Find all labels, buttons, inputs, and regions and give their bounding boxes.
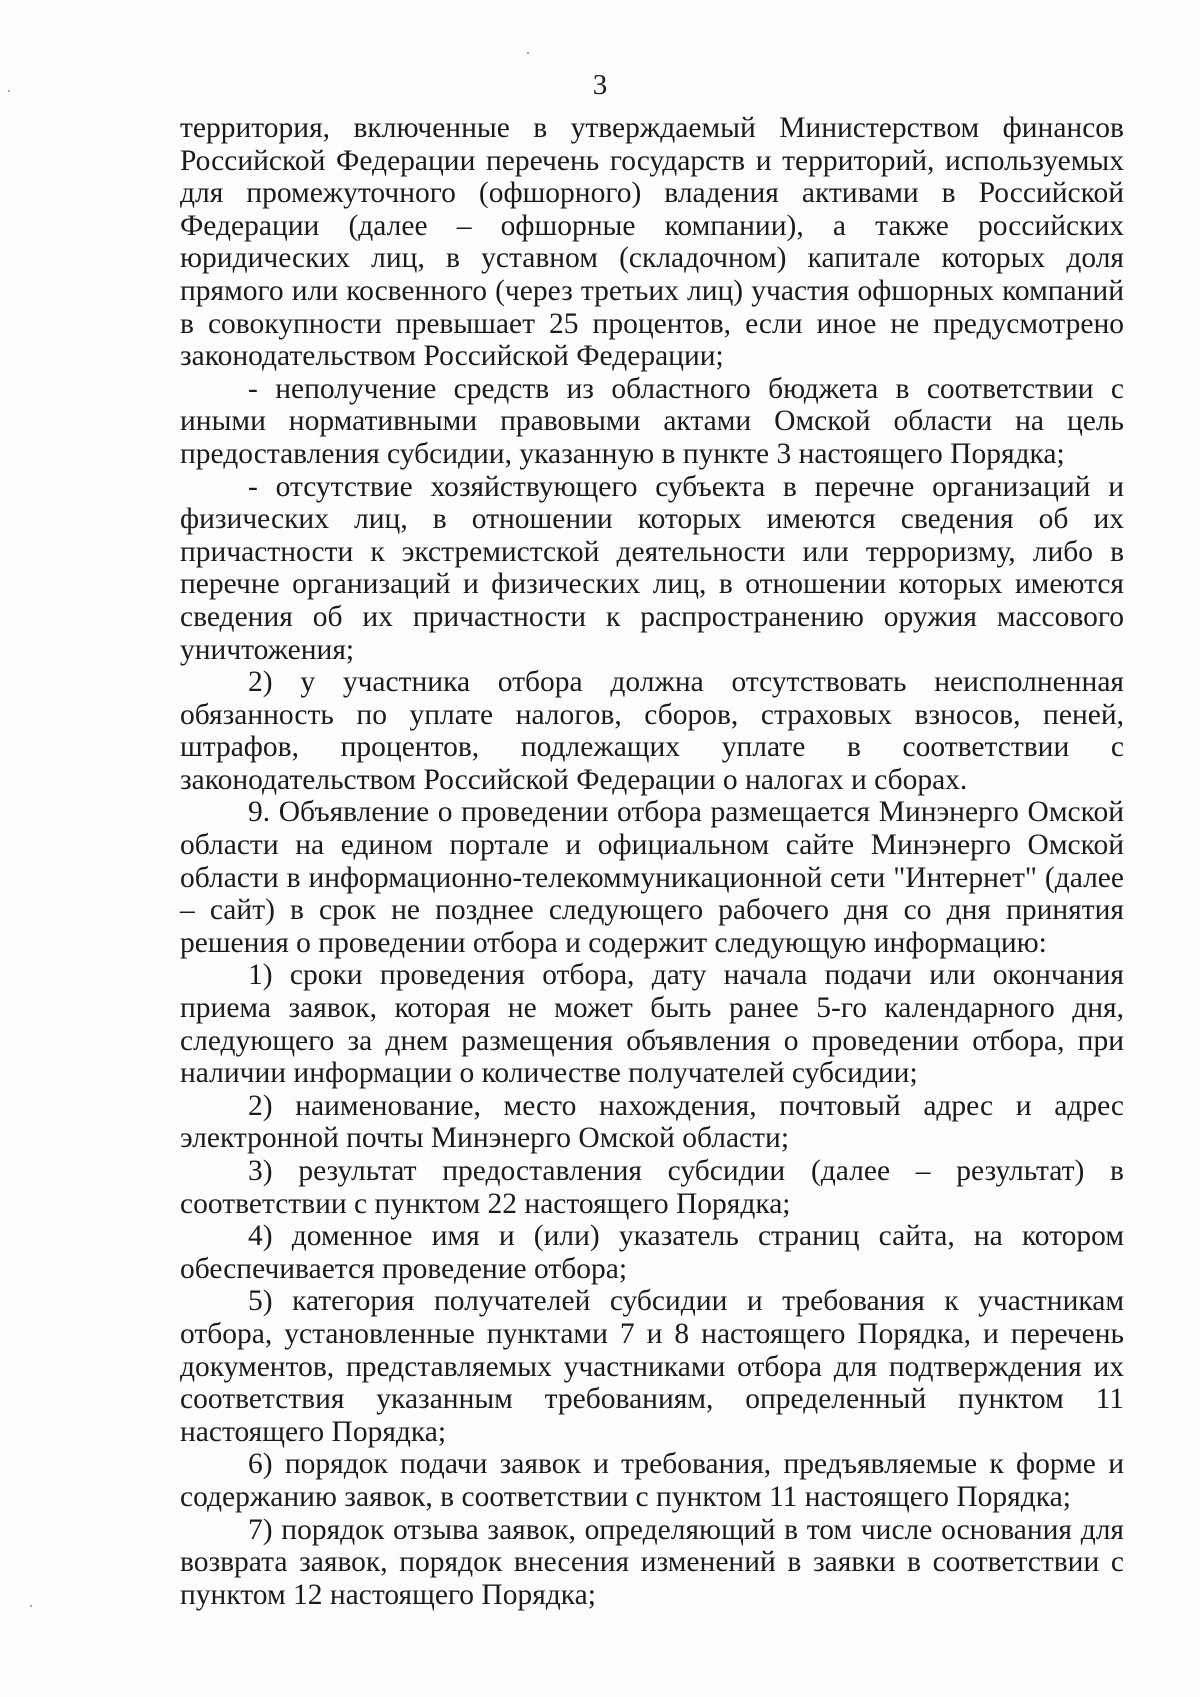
- paragraph-offshore-continuation: территория, включенные в утверждаемый Министерством финансов Российской Федерации перечень государств и территорий, используемых для промежуточного (офшорного) владения активами в Российской Федерации (далее – офшорные компании), а также российских юридических лиц, в уставном (складочном) капитале которых доля прямого или косвенного (через третьих лиц) участия офшорных компаний в совокупности превышает 25 процентов, если иное не предусмотрено законодательством Российской Федерации;: [180, 112, 1124, 373]
- list-item-7-withdrawal: 7) порядок отзыва заявок, определяющий в том числе основания для возврата заявок, порядок внесения изменений в заявки в соответствии с пунктом 12 настоящего Порядка;: [180, 1513, 1124, 1611]
- list-item-3-result: 3) результат предоставления субсидии (далее – результат) в соответствии с пунктом 22 настоящего Порядка;: [180, 1155, 1124, 1220]
- list-item-5-category: 5) категория получателей субсидии и требования к участникам отбора, установленные пунктами 7 и 8 настоящего Порядка, и перечень документов, представляемых участниками отбора для подтверждения их соответствия указанным требованиям, определенный пунктом 11 настоящего Порядка;: [180, 1285, 1124, 1448]
- document-body: [180, 112, 1124, 1611]
- paragraph-no-budget-funds: - неполучение средств из областного бюджета в соответствии с иными нормативными правовыми актами Омской области на цель предоставления субсидии, указанную в пункте 3 настоящего Порядка;: [180, 372, 1124, 470]
- list-item-1-terms: 1) сроки проведения отбора, дату начала подачи или окончания приема заявок, которая не может быть ранее 5-го календарного дня, следующего за днем размещения объявления о проведении отбора, при наличии информации о количестве получателей субсидии;: [180, 959, 1124, 1090]
- paragraph-extremism-list: - отсутствие хозяйствующего субъекта в перечне организаций и физических лиц, в отношении которых имеются сведения об их причастности к экстремистской деятельности или терроризму, либо в перечне организаций и физических лиц, в отношении которых имеются сведения об их причастности к распространению оружия массового уничтожения;: [180, 470, 1124, 666]
- scan-speck: [30, 1605, 32, 1607]
- scan-speck: [527, 52, 529, 54]
- scan-speck: [8, 90, 10, 92]
- list-item-6-submission: 6) порядок подачи заявок и требования, предъявляемые к форме и содержанию заявок, в соответствии с пунктом 11 настоящего Порядка;: [180, 1448, 1124, 1513]
- paragraph-tax-obligations: 2) у участника отбора должна отсутствовать неисполненная обязанность по уплате налогов, сборов, страховых взносов, пеней, штрафов, процентов, подлежащих уплате в соответствии с законодательством Российской Федерации о налогах и сборах.: [180, 666, 1124, 796]
- paragraph-9-announcement: 9. Объявление о проведении отбора размещается Минэнерго Омской области на едином портале и официальном сайте Минэнерго Омской области в информационно-телекоммуникационной сети "Интернет" (далее – сайт) в срок не позднее следующего рабочего дня со дня принятия решения о проведении отбора и содержит следующую информацию:: [180, 796, 1124, 959]
- page-number: 3: [592, 69, 608, 101]
- list-item-2-name-address: 2) наименование, место нахождения, почтовый адрес и адрес электронной почты Минэнерго Омской области;: [180, 1089, 1124, 1155]
- list-item-4-domain: 4) доменное имя и (или) указатель страниц сайта, на котором обеспечивается проведение отбора;: [180, 1220, 1124, 1285]
